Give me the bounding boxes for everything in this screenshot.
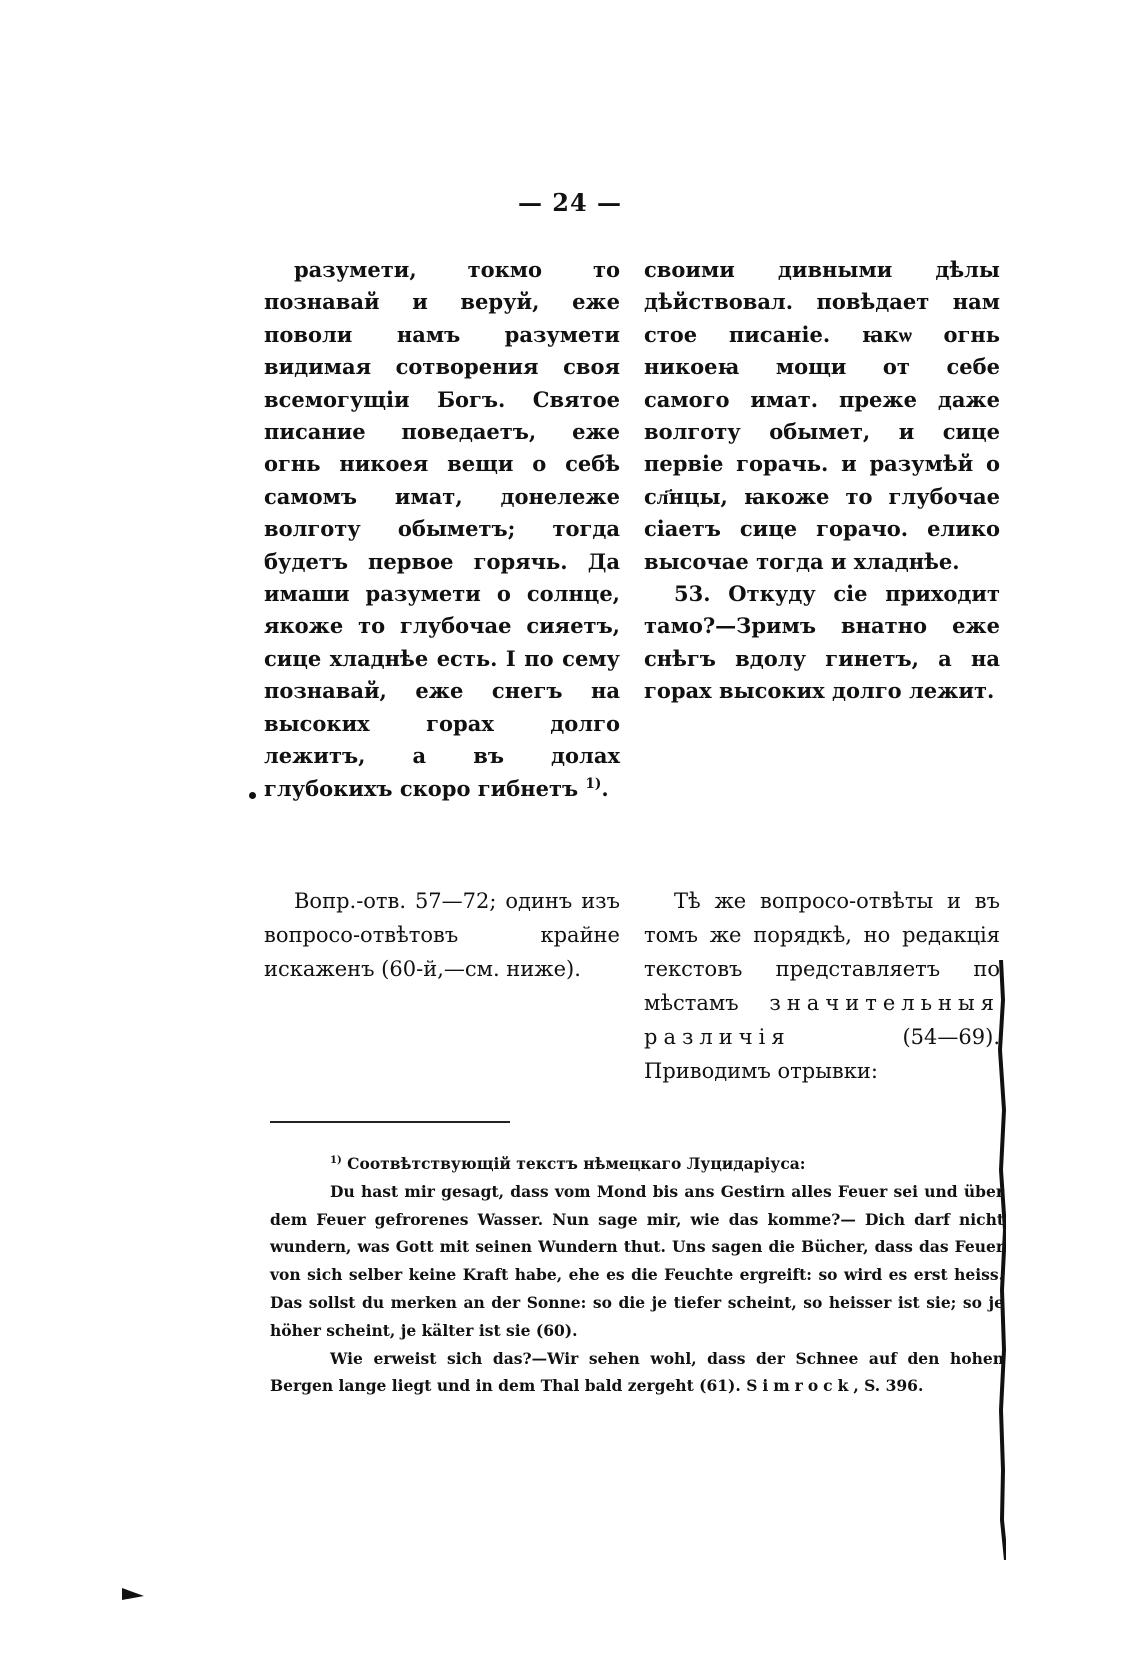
- footnote-divider: [270, 1121, 510, 1123]
- right-paragraph-2: 53. Откуду сіе приходит тамо?—Зримъ внатно еже снѣгъ вдолу гинетъ, а на горах высоких долго лежит.: [644, 581, 1000, 704]
- footnote-paragraph-2-end: , S. 396.: [853, 1376, 924, 1396]
- right-note-text-end: (54—69). Приводимъ отрывки:: [644, 1025, 1000, 1083]
- left-note-paragraph: Вопр.-отв. 57—72; одинъ изъ вопросо-отвѣтовъ крайне искаженъ (60-й,—см. ниже).: [264, 889, 620, 981]
- stray-ink-dot: [249, 792, 256, 799]
- footnotes: [270, 1150, 1004, 1400]
- right-note-paragraph: [644, 884, 1000, 1088]
- footnote-heading-text: Соотвѣтствующій текстъ нѣмецкаго Луцидаріуса:: [347, 1154, 806, 1173]
- left-paragraph-end: .: [601, 775, 609, 801]
- footnote-paragraph-1: Du hast mir gesagt, dass vom Mond bis ans Gestirn alles Feuer sei und über dem Feuer gefrorenes Wasser. Nun sage mir, wie das kommе?— Dich darf nicht wundern, was Gott mit seinen Wundern thut. Uns sagen die Bücher, dass das Feuer von sich selber keine Kraft habe, ehe es die Feuchte ergreift: so wird es erst heiss. Das sollst du merken an der Sonne: so die je tiefer scheint, so heisser ist sie; so je höher scheint, je kälter ist sie (60).: [270, 1181, 1004, 1340]
- scan-page-edge-icon: [992, 960, 1006, 1560]
- left-paragraph: [264, 254, 620, 805]
- footnote-paragraph-2-text: Wie erweist sich das?—Wir sehen wohl, dass der Schnee auf den hohen Bergen lange liegt und in dem Thal bald zergeht (61).: [270, 1348, 1004, 1396]
- page-number: — 24 —: [517, 188, 623, 217]
- left-column-text: [264, 254, 620, 805]
- right-column-text: [644, 254, 1000, 708]
- footnote-reference[interactable]: 1): [585, 775, 602, 792]
- footnote-paragraph-2: [270, 1345, 1004, 1401]
- footnote-author: Simrock: [746, 1376, 854, 1396]
- right-note-spaced-words: значительныя различія: [644, 991, 1000, 1049]
- right-note-text: Тѣ же вопросо-отвѣты и въ томъ же порядкѣ, но редакція текстовъ представляетъ по мѣстамъ: [644, 889, 1000, 1015]
- right-column-note: [644, 884, 1000, 1088]
- left-paragraph-text: разумети, токмо то познавай и веруй, еже поволи намъ разумети видимая сотворения своя всемогущіи Богъ. Святое писание поведаетъ, еже огнь никоея вещи о себѣ самомъ имат, донележе волготу обыметъ; тогда будетъ первое горячь. Да имаши разумети о солнце, якоже то глубочае сияетъ, сице хладнѣе есть. I по сему познавай, еже снегъ на высоких горах долго лежитъ, а въ долах глубокихъ скоро гибнетъ: [264, 257, 620, 801]
- scan-corner-mark-icon: [122, 1588, 144, 1600]
- footnote-marker: 1): [330, 1154, 342, 1166]
- right-paragraph-1: своими дивными дѣлы дѣйствовал. повѣдает нам стое писаніе. ꙗкѡ огнь никоеꙗ мощи от себе самого имат. преже даже волготу обымет, и сице первіе горачь. и разумѣй о сл҃нцы, ꙗкоже то глубочае сіаетъ сице горачо. елико высочае тогда и хладнѣе.: [644, 257, 1000, 574]
- left-column-note: [264, 884, 620, 986]
- footnote-heading: [270, 1150, 1004, 1178]
